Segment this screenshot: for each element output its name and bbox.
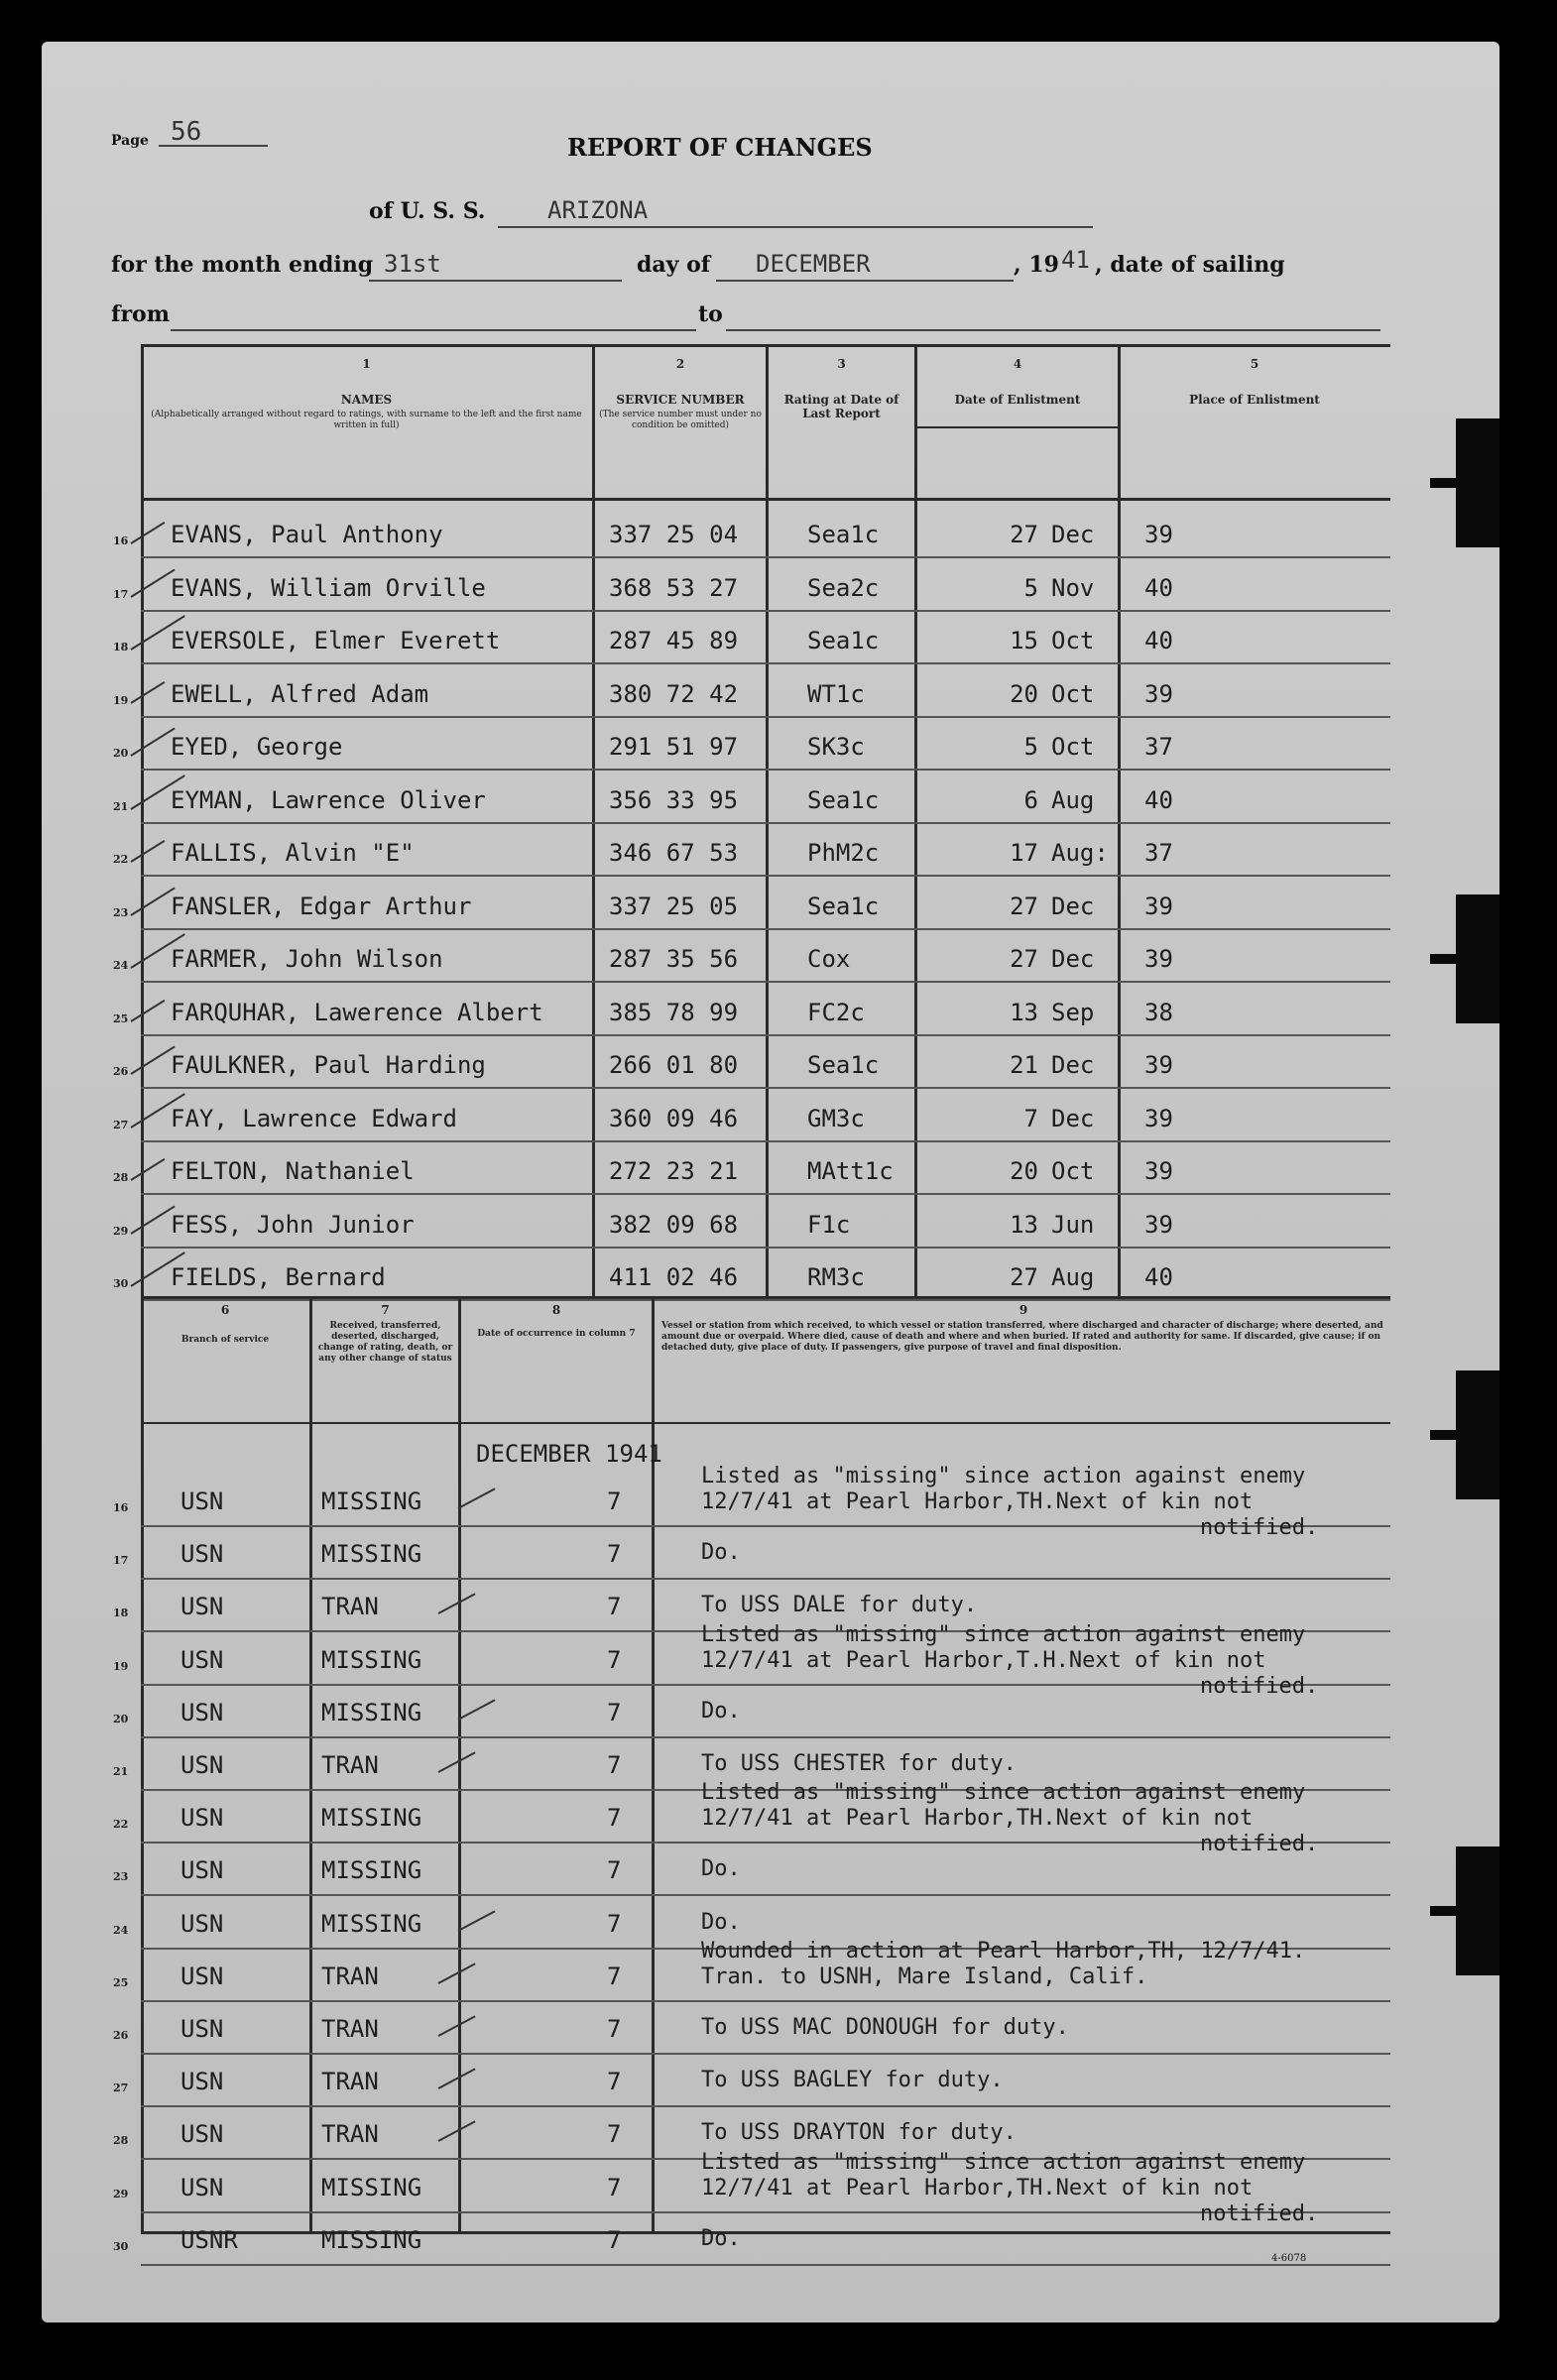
remarks-line: 12/7/41 at Pearl Harbor,TH.Next of kin not: [701, 2175, 1254, 2201]
enlist-month-cell: Dec: [1051, 1051, 1095, 1079]
enlist-day-cell: 20: [1010, 679, 1038, 708]
occurrence-date-cell: 7: [607, 1856, 622, 1885]
remarks-line: To USS MAC DONOUGH for duty.: [701, 2015, 1069, 2040]
enlist-month-cell: Jun: [1051, 1210, 1095, 1239]
occurrence-date-cell: 7: [607, 1488, 622, 1515]
status-cell: TRAN: [321, 1962, 379, 1990]
col-header-enlistment-date: 4 Date of Enlistment: [954, 357, 1081, 407]
enlist-day-cell: 21: [1010, 1051, 1038, 1079]
branch-cell: USNR: [180, 2225, 238, 2254]
line-number: 24: [113, 959, 129, 972]
rating-cell: Cox: [807, 945, 851, 973]
rating-cell: GM3c: [807, 1104, 865, 1132]
month-value: DECEMBER: [756, 250, 871, 278]
name-cell: FARQUHAR, Lawerence Albert: [171, 998, 543, 1026]
status-cell: MISSING: [321, 1856, 422, 1885]
row-divider: [141, 1087, 1390, 1089]
ship-name: ARIZONA: [547, 196, 649, 224]
row-divider: [141, 2053, 1390, 2055]
underline: [171, 329, 696, 331]
name-cell: EVANS, Paul Anthony: [171, 521, 443, 548]
col-header-branch: 6 Branch of service: [180, 1303, 270, 1345]
occurrence-date-cell: 7: [607, 2068, 622, 2096]
underline: [498, 226, 1093, 228]
rating-cell: Sea1c: [807, 892, 880, 920]
line-number: 23: [113, 1870, 129, 1884]
occurrence-date-cell: 7: [607, 1593, 622, 1621]
remarks-line: Do.: [701, 1698, 741, 1724]
occurrence-date-cell: 7: [607, 1751, 622, 1779]
row-divider: [141, 716, 1390, 718]
rating-cell: Sea1c: [807, 627, 880, 654]
remarks-line: 12/7/41 at Pearl Harbor,TH.Next of kin not: [701, 1806, 1254, 1832]
branch-cell: USN: [180, 2120, 224, 2149]
branch-cell: USN: [180, 1804, 224, 1833]
row-divider: [141, 1578, 1390, 1580]
service-number-cell: 385 78 99: [609, 998, 739, 1026]
remarks-line: To USS CHESTER for duty.: [701, 1751, 1017, 1776]
status-cell: TRAN: [321, 1751, 379, 1779]
month-ending-label: for the month ending: [111, 252, 374, 278]
occurrence-date-cell: 7: [607, 2120, 622, 2149]
enlist-year-cell: 40: [1144, 573, 1173, 602]
table-border: [141, 1422, 1390, 1424]
to-label: to: [698, 301, 723, 327]
service-number-cell: 337 25 05: [609, 892, 739, 920]
row-divider: [141, 928, 1390, 930]
service-number-cell: 382 09 68: [609, 1210, 739, 1239]
col-header-date-occurrence: 8 Date of occurrence in column 7: [477, 1303, 636, 1339]
rating-cell: SK3c: [807, 733, 865, 761]
row-divider: [141, 1299, 1390, 1301]
status-cell: TRAN: [321, 2068, 379, 2096]
line-number: 21: [113, 799, 129, 813]
line-number: 16: [113, 535, 129, 547]
line-number: 26: [113, 1065, 129, 1078]
enlist-month-cell: Aug: [1051, 785, 1095, 814]
enlist-day-cell: 27: [1010, 892, 1038, 920]
table-row: [42, 1848, 1499, 1900]
occurrence-date-cell: 7: [607, 2015, 622, 2043]
rating-cell: F1c: [807, 1210, 851, 1239]
line-number: 19: [113, 1659, 129, 1673]
remarks-line: notified.: [1200, 1673, 1319, 1699]
line-number: 26: [113, 2029, 129, 2042]
service-number-cell: 356 33 95: [609, 785, 739, 814]
service-number-cell: 287 45 89: [609, 627, 739, 654]
status-cell: TRAN: [321, 1593, 379, 1621]
line-number: 22: [113, 1818, 129, 1832]
from-label: from: [111, 301, 171, 327]
enlist-day-cell: 5: [1023, 573, 1038, 602]
enlist-year-cell: 39: [1144, 945, 1173, 973]
rating-cell: Sea1c: [807, 1051, 880, 1079]
line-number: 25: [113, 1012, 129, 1025]
service-number-cell: 287 35 56: [609, 945, 739, 973]
enlist-day-cell: 27: [1010, 1263, 1038, 1291]
line-number: 18: [113, 1606, 129, 1620]
century-label: , 19: [1014, 252, 1059, 278]
row-divider: [141, 875, 1390, 877]
enlist-month-cell: Oct: [1051, 1157, 1095, 1185]
line-number: 29: [113, 1224, 129, 1238]
remarks-line: Listed as "missing" since action against enemy: [701, 1780, 1306, 1806]
line-number: 17: [113, 587, 129, 601]
col-header-change: 7 Received, transferred, deserted, discharged, change of rating, death, or any other change of status: [317, 1303, 453, 1364]
service-number-cell: 291 51 97: [609, 733, 739, 761]
row-divider: [141, 662, 1390, 664]
enlist-year-cell: 39: [1144, 521, 1173, 548]
branch-cell: USN: [180, 1593, 224, 1621]
row-divider: [141, 2105, 1390, 2107]
line-number: 20: [113, 747, 129, 760]
enlist-year-cell: 39: [1144, 1210, 1173, 1239]
occurrence-date-cell: 7: [607, 2173, 622, 2202]
sailing-label: , date of sailing: [1095, 252, 1285, 278]
branch-cell: USN: [180, 2173, 224, 2202]
enlist-year-cell: 39: [1144, 1104, 1173, 1132]
remarks-line: notified.: [1200, 1832, 1319, 1857]
enlist-year-cell: 39: [1144, 679, 1173, 708]
occurrence-date-cell: 7: [607, 1909, 622, 1938]
enlist-year-cell: 39: [1144, 892, 1173, 920]
rating-cell: PhM2c: [807, 839, 880, 867]
rating-cell: MAtt1c: [807, 1157, 894, 1185]
remarks-line: Wounded in action at Pearl Harbor,TH, 12/7/41.: [701, 1938, 1306, 1964]
remarks-line: To USS DALE for duty.: [701, 1593, 978, 1618]
branch-cell: USN: [180, 1962, 224, 1990]
branch-cell: USN: [180, 1698, 224, 1726]
enlist-day-cell: 6: [1023, 785, 1038, 814]
enlist-day-cell: 13: [1010, 1210, 1038, 1239]
rating-cell: Sea1c: [807, 785, 880, 814]
service-number-cell: 337 25 04: [609, 521, 739, 548]
enlist-month-cell: Oct: [1051, 679, 1095, 708]
remarks-line: Do.: [701, 1856, 741, 1882]
service-number-cell: 411 02 46: [609, 1263, 739, 1291]
remarks-line: notified.: [1200, 2201, 1319, 2226]
year-value: 41: [1061, 246, 1090, 274]
form-title: REPORT OF CHANGES: [567, 133, 873, 162]
occurrence-date-cell: 7: [607, 1804, 622, 1833]
line-number: 19: [113, 693, 129, 707]
branch-cell: USN: [180, 1909, 224, 1938]
status-cell: MISSING: [321, 1645, 422, 1674]
row-divider: [141, 822, 1390, 824]
row-divider: [141, 981, 1390, 983]
row-divider: [141, 1894, 1390, 1896]
service-number-cell: 380 72 42: [609, 679, 739, 708]
enlist-year-cell: 38: [1144, 998, 1173, 1026]
col-header-service-number: 2 SERVICE NUMBER (The service number must under no condition be omitted): [599, 357, 762, 430]
underline: [726, 329, 1380, 331]
name-cell: FANSLER, Edgar Arthur: [171, 892, 472, 920]
occurrence-date-cell: 7: [607, 1698, 622, 1726]
line-number: 30: [113, 1277, 129, 1290]
enlist-day-cell: 15: [1010, 627, 1038, 654]
remarks-line: To USS DRAYTON for duty.: [701, 2120, 1017, 2146]
enlist-month-cell: Aug:: [1051, 839, 1109, 867]
service-number-cell: 272 23 21: [609, 1157, 739, 1185]
line-number: 30: [113, 2239, 129, 2253]
branch-cell: USN: [180, 1751, 224, 1779]
occurrence-date-cell: 7: [607, 1540, 622, 1569]
enlist-month-cell: Dec: [1051, 892, 1095, 920]
enlist-day-cell: 27: [1010, 521, 1038, 548]
page-number: 56: [171, 117, 202, 147]
branch-cell: USN: [180, 1856, 224, 1885]
line-number: 23: [113, 905, 129, 919]
page-label: Page: [111, 133, 149, 149]
row-divider: [141, 610, 1390, 612]
enlist-day-cell: 20: [1010, 1157, 1038, 1185]
remarks-line: 12/7/41 at Pearl Harbor,T.H.Next of kin not: [701, 1647, 1266, 1673]
status-cell: TRAN: [321, 2120, 379, 2149]
service-number-cell: 266 01 80: [609, 1051, 739, 1079]
enlist-month-cell: Nov: [1051, 573, 1095, 602]
line-number: 20: [113, 1712, 129, 1726]
status-cell: TRAN: [321, 2015, 379, 2043]
col-header-names: 1 NAMES (Alphabetically arranged without regard to ratings, with surname to the left and the first name written in full): [151, 357, 582, 430]
enlist-year-cell: 39: [1144, 1051, 1173, 1079]
line-number: 18: [113, 641, 129, 654]
enlist-month-cell: Aug: [1051, 1263, 1095, 1291]
enlist-day-cell: 17: [1010, 839, 1038, 867]
service-number-cell: 360 09 46: [609, 1104, 739, 1132]
row-divider: [141, 1247, 1390, 1249]
branch-cell: USN: [180, 1645, 224, 1674]
name-cell: FAY, Lawrence Edward: [171, 1104, 457, 1132]
name-cell: EWELL, Alfred Adam: [171, 679, 429, 708]
row-divider: [141, 1140, 1390, 1142]
row-divider: [141, 556, 1390, 558]
document-page: [42, 42, 1499, 2322]
enlist-year-cell: 40: [1144, 1263, 1173, 1291]
enlist-year-cell: 40: [1144, 785, 1173, 814]
occurrence-month-header: DECEMBER 1941: [476, 1440, 662, 1468]
line-number: 24: [113, 1923, 129, 1937]
enlist-day-cell: 13: [1010, 998, 1038, 1026]
enlist-day-cell: 5: [1023, 733, 1038, 761]
enlist-year-cell: 39: [1144, 1157, 1173, 1185]
row-divider: [141, 769, 1390, 771]
remarks-line: Do.: [701, 1909, 741, 1935]
line-number: 27: [113, 1118, 129, 1131]
rating-cell: FC2c: [807, 998, 865, 1026]
name-cell: EYED, George: [171, 733, 343, 761]
status-cell: MISSING: [321, 2173, 422, 2202]
branch-cell: USN: [180, 1540, 224, 1569]
line-number: 28: [113, 2134, 129, 2148]
name-cell: FARMER, John Wilson: [171, 945, 443, 973]
name-cell: FESS, John Junior: [171, 1210, 415, 1239]
status-cell: MISSING: [321, 1488, 422, 1515]
branch-cell: USN: [180, 1488, 224, 1515]
remarks-line: Listed as "missing" since action against enemy: [701, 2149, 1306, 2175]
remarks-line: notified.: [1200, 1515, 1319, 1540]
remarks-line: Listed as "missing" since action against enemy: [701, 1621, 1306, 1647]
row-divider: [141, 1193, 1390, 1195]
name-cell: EVERSOLE, Elmer Everett: [171, 627, 501, 654]
occurrence-date-cell: 7: [607, 2225, 622, 2254]
enlist-day-cell: 27: [1010, 945, 1038, 973]
enlist-year-cell: 37: [1144, 733, 1173, 761]
day-of-label: day of: [637, 252, 711, 278]
enlist-month-cell: Dec: [1051, 1104, 1095, 1132]
name-cell: FIELDS, Bernard: [171, 1263, 386, 1291]
service-number-cell: 368 53 27: [609, 573, 739, 602]
remarks-line: Tran. to USNH, Mare Island, Calif.: [701, 1964, 1148, 1989]
enlist-day-cell: 7: [1023, 1104, 1038, 1132]
name-cell: EVANS, William Orville: [171, 573, 486, 602]
table-row: [42, 1691, 1499, 1742]
line-number: 16: [113, 1501, 129, 1514]
name-cell: FALLIS, Alvin "E": [171, 839, 415, 867]
enlist-month-cell: Oct: [1051, 733, 1095, 761]
row-divider: [141, 1034, 1390, 1036]
status-cell: MISSING: [321, 1804, 422, 1833]
service-number-cell: 346 67 53: [609, 839, 739, 867]
remarks-line: Do.: [701, 2225, 741, 2251]
line-number: 22: [113, 853, 129, 866]
row-divider: [141, 1736, 1390, 1738]
enlist-month-cell: Sep: [1051, 998, 1095, 1026]
line-number: 29: [113, 2187, 129, 2201]
rating-cell: Sea1c: [807, 521, 880, 548]
row-divider: [141, 2000, 1390, 2002]
line-number: 21: [113, 1765, 129, 1778]
form-code: 4-6078: [1271, 2253, 1307, 2264]
rating-cell: WT1c: [807, 679, 865, 708]
underline: [716, 280, 1014, 282]
col-header-rating: 3 Rating at Date of Last Report: [783, 357, 899, 420]
remarks-line: Do.: [701, 1540, 741, 1566]
col-header-place-enlistment: 5 Place of Enlistment: [1189, 357, 1320, 407]
occurrence-date-cell: 7: [607, 1962, 622, 1990]
remarks-line: Listed as "missing" since action against enemy: [701, 1464, 1306, 1488]
remarks-line: To USS BAGLEY for duty.: [701, 2068, 1004, 2093]
branch-cell: USN: [180, 2068, 224, 2096]
occurrence-date-cell: 7: [607, 1645, 622, 1674]
name-cell: FAULKNER, Paul Harding: [171, 1051, 486, 1079]
col-header-vessel-station: 9 Vessel or station from which received, to which vessel or station transferred, where discharged and character of discharge; where deserted, and amount due or overpaid. Where died, cause of death and where and when buried. If rated and authority for same. If discarded, give cause; if on detached duty, give place of duty. If passengers, give purpose of travel and final disposition.: [661, 1303, 1383, 1353]
day-value: 31st: [384, 250, 441, 278]
enlist-month-cell: Dec: [1051, 521, 1095, 548]
underline: [369, 280, 622, 282]
enlist-month-cell: Dec: [1051, 945, 1095, 973]
underline: [159, 145, 268, 147]
line-number: 28: [113, 1171, 129, 1184]
row-divider: [141, 2264, 1390, 2266]
status-cell: MISSING: [321, 2225, 422, 2254]
line-number: 27: [113, 2082, 129, 2095]
enlist-year-cell: 37: [1144, 839, 1173, 867]
subheader-divider: [916, 426, 1118, 428]
status-cell: MISSING: [321, 1698, 422, 1726]
table-row: [42, 1532, 1499, 1584]
enlist-year-cell: 40: [1144, 627, 1173, 654]
line-number: 17: [113, 1554, 129, 1568]
line-number: 25: [113, 1975, 129, 1989]
enlist-month-cell: Oct: [1051, 627, 1095, 654]
rating-cell: Sea2c: [807, 573, 880, 602]
status-cell: MISSING: [321, 1540, 422, 1569]
rating-cell: RM3c: [807, 1263, 865, 1291]
status-cell: MISSING: [321, 1909, 422, 1938]
name-cell: FELTON, Nathaniel: [171, 1157, 415, 1185]
branch-cell: USN: [180, 2015, 224, 2043]
remarks-line: 12/7/41 at Pearl Harbor,TH.Next of kin not: [701, 1489, 1254, 1514]
name-cell: EYMAN, Lawrence Oliver: [171, 785, 486, 814]
uss-label: of U. S. S.: [369, 198, 486, 224]
